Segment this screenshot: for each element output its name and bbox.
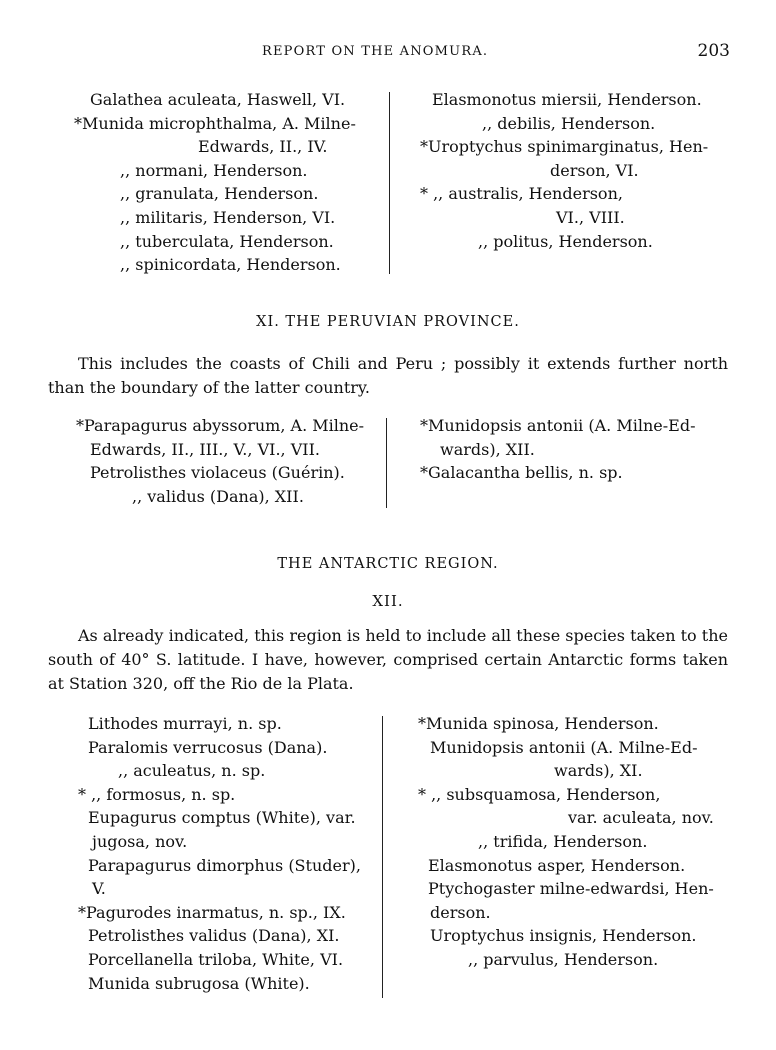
list-item: Petrolisthes violaceus (Guérin). xyxy=(90,463,345,483)
list-item: Eupagurus comptus (White), var. xyxy=(88,808,356,828)
list-item: var. aculeata, nov. xyxy=(568,808,714,828)
column-divider xyxy=(382,716,383,998)
list-item: Porcellanella triloba, White, VI. xyxy=(88,949,344,969)
list-item: Petrolisthes validus (Dana), XI. xyxy=(88,926,340,946)
list-item: ,, spinicordata, Henderson. xyxy=(120,255,341,275)
page-number: 203 xyxy=(697,41,730,61)
list-item: ,, aculeatus, n. sp. xyxy=(118,761,266,781)
paragraph-peruvian: This includes the coasts of Chili and Peru ; possibly it extends further north than the boundary of the latter country. xyxy=(48,354,728,397)
list-item: * ,, subsquamosa, Henderson, xyxy=(418,784,661,804)
paragraph-antarctic: As already indicated, this region is held to include all these species taken to the south of 40° S. latitude. I have, however, comprised certain Antarctic forms taken at Station 320, off the Rio de la Plata. xyxy=(48,626,728,693)
list-item: Paralomis verrucosus (Dana). xyxy=(88,737,328,757)
list-item: ,, parvulus, Henderson. xyxy=(468,949,659,969)
list-item: ,, validus (Dana), XII. xyxy=(132,486,304,506)
peruvian-list-right xyxy=(420,414,730,485)
list-item: Parapagurus dimorphus (Studer), xyxy=(88,855,361,875)
list-item: *Munida microphthalma, A. Milne- xyxy=(74,113,356,133)
list-item: wards), XI. xyxy=(554,761,643,781)
list-item: ,, tuberculata, Henderson. xyxy=(120,231,334,251)
list-item: Ptychogaster milne-edwardsi, Hen- xyxy=(428,879,714,899)
list-item: Munidopsis antonii (A. Milne-Ed- xyxy=(430,737,698,757)
list-item: Edwards, II., IV. xyxy=(198,137,328,157)
list-item: * ,, australis, Henderson, xyxy=(420,184,623,204)
top-list-left xyxy=(74,88,384,277)
list-item: wards), XII. xyxy=(440,439,535,459)
column-divider xyxy=(389,92,390,274)
list-item: derson. xyxy=(430,902,491,922)
list-item: Uroptychus insignis, Henderson. xyxy=(430,926,697,946)
antarctic-list-left xyxy=(78,712,388,995)
list-item: * ,, formosus, n. sp. xyxy=(78,784,236,804)
section-heading-antarctic: THE ANTARCTIC REGION. xyxy=(277,556,499,572)
list-item: ,, normani, Henderson. xyxy=(120,160,308,180)
list-item: jugosa, nov. xyxy=(92,831,188,851)
list-item: *Munida spinosa, Henderson. xyxy=(418,714,659,733)
antarctic-list-right xyxy=(418,712,734,972)
list-item: *Pagurodes inarmatus, n. sp., IX. xyxy=(78,902,346,922)
running-header xyxy=(0,41,776,66)
list-item: Elasmonotus asper, Henderson. xyxy=(428,855,686,875)
list-item: Galathea aculeata, Haswell, VI. xyxy=(90,90,346,109)
top-list-right xyxy=(420,88,730,253)
list-item: Elasmonotus miersii, Henderson. xyxy=(432,90,702,109)
list-item: VI., VIII. xyxy=(556,207,625,227)
list-item: ,, debilis, Henderson. xyxy=(482,113,656,133)
list-item: *Parapagurus abyssorum, A. Milne- xyxy=(76,416,365,435)
section-heading-peruvian: XI. THE PERUVIAN PROVINCE. xyxy=(256,314,520,330)
list-item: *Uroptychus spinimarginatus, Hen- xyxy=(420,137,709,157)
list-item: ,, trifida, Henderson. xyxy=(478,831,648,851)
list-item: ,, granulata, Henderson. xyxy=(120,184,319,204)
running-title: REPORT ON THE ANOMURA. xyxy=(262,44,489,59)
peruvian-list-left xyxy=(76,414,386,508)
list-item: *Galacantha bellis, n. sp. xyxy=(420,463,623,483)
list-item: V. xyxy=(92,879,106,899)
list-item: derson, VI. xyxy=(550,160,639,180)
list-item: Edwards, II., III., V., VI., VII. xyxy=(90,439,320,459)
list-item: ,, militaris, Henderson, VI. xyxy=(120,207,336,227)
list-item: Munida subrugosa (White). xyxy=(88,973,310,993)
column-divider xyxy=(386,418,387,508)
list-item: ,, politus, Henderson. xyxy=(478,231,653,251)
list-item: *Munidopsis antonii (A. Milne-Ed- xyxy=(420,416,696,435)
list-item: Lithodes murrayi, n. sp. xyxy=(88,714,282,733)
section-subheading: XII. xyxy=(372,592,404,610)
